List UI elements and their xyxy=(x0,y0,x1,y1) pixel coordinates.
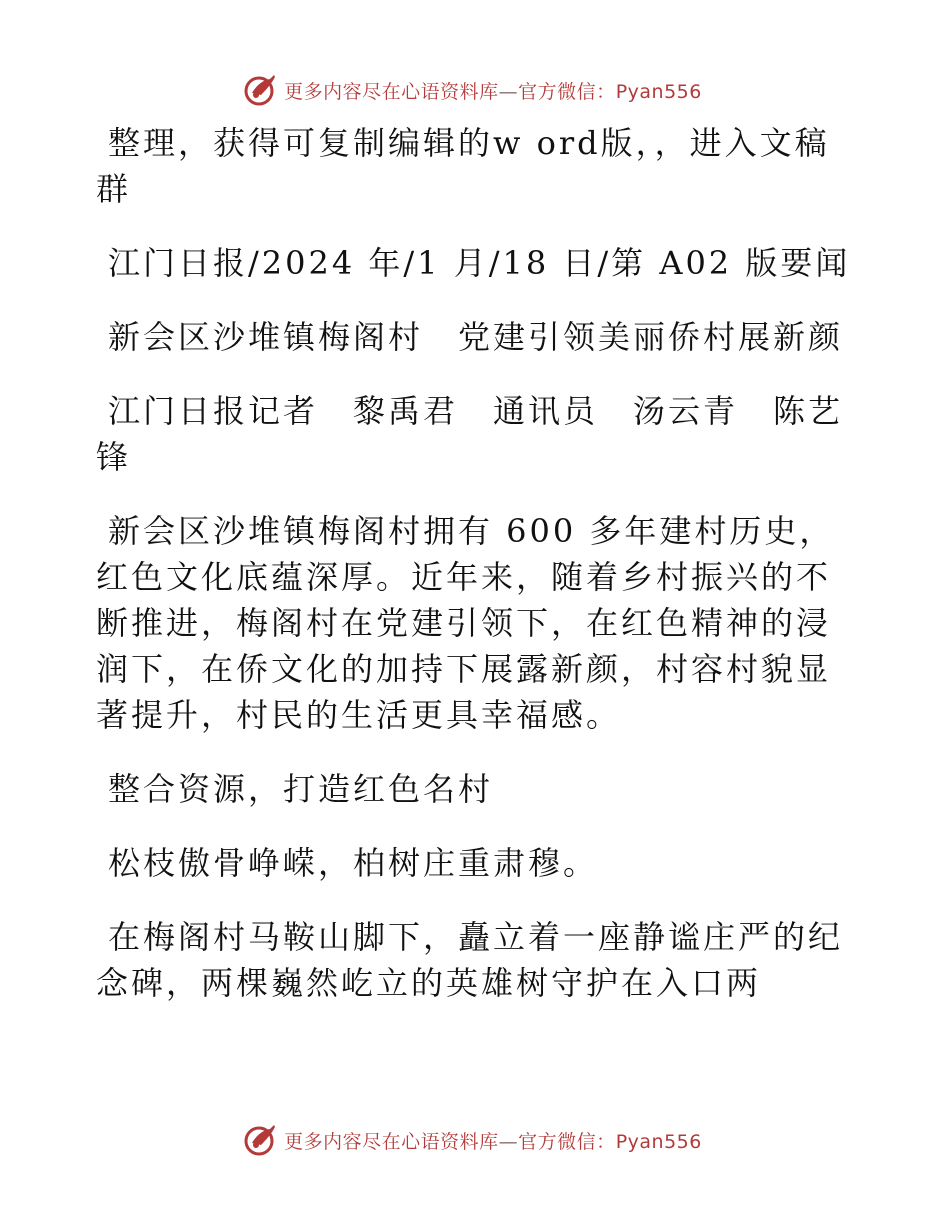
banner-text xyxy=(284,77,702,104)
footer-banner-inner xyxy=(244,1123,702,1157)
paragraph-verse: 松枝傲骨峥嵘，柏树庄重肃穆。 xyxy=(108,844,599,882)
paragraph-source: 江门日报/2024 年/1 月/18 日/第 A02 版要闻 xyxy=(108,244,851,282)
paragraph-subheading: 整合资源，打造红色名村 xyxy=(108,770,494,808)
pen-nib-circle-icon xyxy=(244,73,278,107)
footer-banner xyxy=(0,1120,950,1160)
document-body xyxy=(96,120,856,1034)
banner-dash: — xyxy=(498,80,519,103)
paragraph-promo: 整理，获得可复制编辑的w ord版，，进入文稿群 xyxy=(96,124,830,208)
header-banner-inner xyxy=(244,73,702,107)
banner-main-text: 更多内容尽在心语资料库 xyxy=(284,1130,499,1153)
banner-wechat-id: Pyan556 xyxy=(615,80,702,103)
banner-text xyxy=(284,1127,702,1154)
header-banner xyxy=(0,70,950,110)
paragraph-intro: 新会区沙堆镇梅阁村拥有 600 多年建村历史，红色文化底蕴深厚。近年来，随着乡村振兴的不断推进，梅阁村在党建引领下，在红色精神的浸润下，在侨文化的加持下展露新颜，村容村貌显著提升，村民的生活更具幸福感。 xyxy=(96,512,835,734)
pen-nib-circle-icon xyxy=(244,1123,278,1157)
paragraph-monument: 在梅阁村马鞍山脚下，矗立着一座静谧庄严的纪念碑，两棵巍然屹立的英雄树守护在入口两 xyxy=(96,918,844,1002)
banner-wechat-label: 官方微信： xyxy=(518,80,616,103)
paragraph-byline: 江门日报记者 黎禹君 通讯员 汤云青 陈艺锋 xyxy=(96,392,844,476)
banner-main-text: 更多内容尽在心语资料库 xyxy=(284,80,499,103)
banner-dash: — xyxy=(498,1130,519,1153)
paragraph-headline: 新会区沙堆镇梅阁村 党建引领美丽侨村展新颜 xyxy=(108,318,844,356)
banner-wechat-id: Pyan556 xyxy=(615,1130,702,1153)
banner-wechat-label: 官方微信： xyxy=(518,1130,616,1153)
